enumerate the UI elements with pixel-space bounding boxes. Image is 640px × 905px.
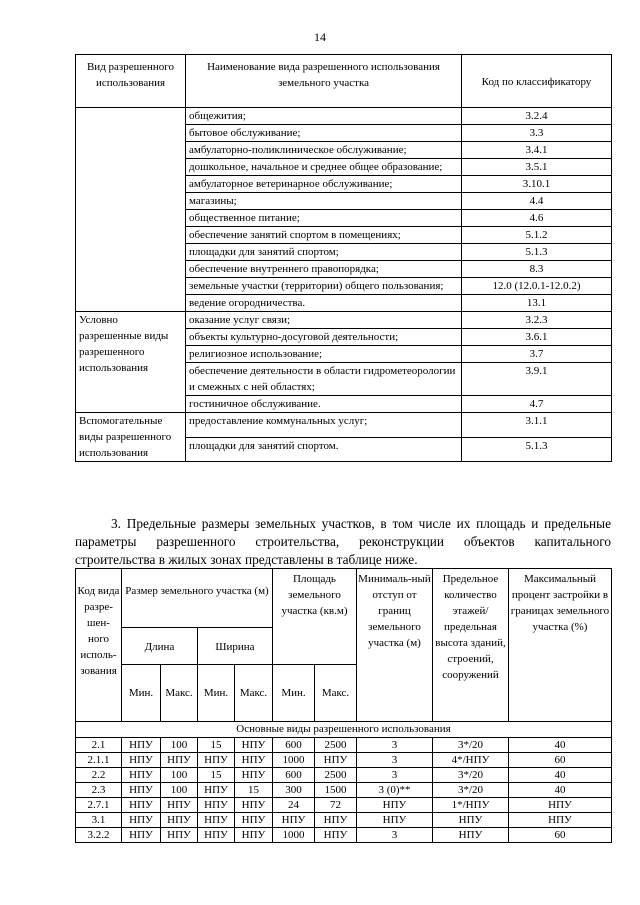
- header-row-1: [76, 569, 612, 628]
- table-row: [76, 413, 612, 438]
- classifier-code-cell: 3.9.1: [462, 363, 612, 396]
- use-name-cell: амбулаторно-поликлиническое обслуживание;: [186, 142, 462, 159]
- classifier-code-cell: 5.1.3: [462, 244, 612, 261]
- value-cell: НПУ: [161, 798, 198, 813]
- value-cell: НПУ: [122, 753, 161, 768]
- use-name-cell: площадки для занятий спортом;: [186, 244, 462, 261]
- classifier-code-cell: 3.2.4: [462, 108, 612, 125]
- value-cell: 15: [198, 738, 235, 753]
- classifier-code-cell: 4.7: [462, 396, 612, 413]
- classifier-code-cell: 3.1.1: [462, 413, 612, 438]
- value-cell: НПУ: [315, 813, 357, 828]
- classifier-code-cell: 5.1.2: [462, 227, 612, 244]
- classifier-code-cell: 3.6.1: [462, 329, 612, 346]
- classifier-code-cell: 8.3: [462, 261, 612, 278]
- use-name-cell: обеспечение деятельности в области гидрометеорологии и смежных с ней областях;: [186, 363, 462, 396]
- value-cell: 2500: [315, 768, 357, 783]
- header-size: Размер земельного участка (м): [122, 569, 273, 628]
- table-header-row: [76, 55, 612, 108]
- value-cell: НПУ: [198, 813, 235, 828]
- table-row: [76, 753, 612, 768]
- value-cell: 100: [161, 783, 198, 798]
- limits-paragraph: [75, 515, 611, 569]
- value-cell: 600: [273, 738, 315, 753]
- classifier-code-cell: 3.2.3: [462, 312, 612, 329]
- use-name-cell: гостиничное обслуживание.: [186, 396, 462, 413]
- use-name-cell: амбулаторное ветеринарное обслуживание;: [186, 176, 462, 193]
- classifier-code-cell: 5.1.3: [462, 437, 612, 462]
- value-cell: 4*/НПУ: [433, 753, 509, 768]
- classifier-code-cell: 12.0 (12.0.1-12.0.2): [462, 278, 612, 295]
- value-cell: НПУ: [433, 813, 509, 828]
- value-cell: 3: [357, 753, 433, 768]
- classifier-code-cell: 3.4.1: [462, 142, 612, 159]
- plot-limits-table: [75, 568, 612, 843]
- value-cell: 1500: [315, 783, 357, 798]
- table-row: [76, 828, 612, 843]
- value-cell: НПУ: [235, 798, 273, 813]
- use-code-cell: 2.2: [76, 768, 122, 783]
- value-cell: 3*/20: [433, 783, 509, 798]
- value-cell: 15: [235, 783, 273, 798]
- value-cell: 72: [315, 798, 357, 813]
- use-code-cell: 3.2.2: [76, 828, 122, 843]
- value-cell: НПУ: [122, 813, 161, 828]
- value-cell: 3*/20: [433, 738, 509, 753]
- header-area-max: Макс.: [315, 665, 357, 722]
- value-cell: НПУ: [357, 813, 433, 828]
- header-width: Ширина: [198, 628, 273, 665]
- value-cell: 15: [198, 768, 235, 783]
- value-cell: НПУ: [235, 738, 273, 753]
- value-cell: НПУ: [509, 813, 612, 828]
- use-name-cell: обеспечение занятий спортом в помещениях;: [186, 227, 462, 244]
- value-cell: 3 (0)**: [357, 783, 433, 798]
- paragraph-text: 3. Предельные размеры земельных участков, в том числе их площадь и предельные параметры разрешенного строительства, реконструкции объектов капитального строительства в жилых зонах представлены в таблице ниже.: [75, 516, 611, 567]
- classifier-code-cell: 13.1: [462, 295, 612, 312]
- classifier-code-cell: 3.10.1: [462, 176, 612, 193]
- header-length-max: Макс.: [161, 665, 198, 722]
- value-cell: 1*/НПУ: [433, 798, 509, 813]
- table-row: [76, 312, 612, 329]
- value-cell: НПУ: [198, 783, 235, 798]
- value-cell: 3*/20: [433, 768, 509, 783]
- value-cell: НПУ: [198, 828, 235, 843]
- header-area-min: Мин.: [273, 665, 315, 722]
- header-use-name: Наименование вида разрешенного использования земельного участка: [186, 55, 462, 108]
- use-code-cell: 2.7.1: [76, 798, 122, 813]
- use-name-cell: бытовое обслуживание;: [186, 125, 462, 142]
- use-code-cell: 2.1.1: [76, 753, 122, 768]
- classifier-code-cell: 3.7: [462, 346, 612, 363]
- value-cell: НПУ: [509, 798, 612, 813]
- header-width-min: Мин.: [198, 665, 235, 722]
- value-cell: НПУ: [433, 828, 509, 843]
- use-name-cell: общественное питание;: [186, 210, 462, 227]
- header-use-type: Вид разрешенного использования: [76, 55, 186, 108]
- header-coverage: Максимальный процент застройки в границах земельного участка (%): [509, 569, 612, 722]
- value-cell: 24: [273, 798, 315, 813]
- value-cell: 300: [273, 783, 315, 798]
- use-name-cell: магазины;: [186, 193, 462, 210]
- section-title: Основные виды разрешенного использования: [76, 722, 612, 738]
- header-classifier-code: Код по классификатору: [462, 55, 612, 108]
- value-cell: НПУ: [161, 813, 198, 828]
- header-floors: Предельное количество этажей/ предельная высота зданий, строений, сооружений: [433, 569, 509, 722]
- use-name-cell: дошкольное, начальное и среднее общее образование;: [186, 159, 462, 176]
- classifier-code-cell: 3.3: [462, 125, 612, 142]
- value-cell: НПУ: [122, 828, 161, 843]
- use-group-label: Условно разрешенные виды разрешенного использования: [76, 312, 186, 413]
- value-cell: 3: [357, 738, 433, 753]
- use-code-cell: 2.1: [76, 738, 122, 753]
- value-cell: 2500: [315, 738, 357, 753]
- use-name-cell: религиозное использование;: [186, 346, 462, 363]
- use-code-cell: 2.3: [76, 783, 122, 798]
- value-cell: 1000: [273, 753, 315, 768]
- header-length: Длина: [122, 628, 198, 665]
- table-row: [76, 738, 612, 753]
- table-row: [76, 108, 612, 125]
- use-name-cell: общежития;: [186, 108, 462, 125]
- value-cell: НПУ: [357, 798, 433, 813]
- use-name-cell: объекты культурно-досуговой деятельности;: [186, 329, 462, 346]
- section-row: [76, 722, 612, 738]
- classifier-code-cell: 3.5.1: [462, 159, 612, 176]
- value-cell: 40: [509, 783, 612, 798]
- value-cell: 3: [357, 828, 433, 843]
- table-row: [76, 798, 612, 813]
- value-cell: НПУ: [122, 798, 161, 813]
- value-cell: НПУ: [315, 828, 357, 843]
- value-cell: 60: [509, 753, 612, 768]
- value-cell: 100: [161, 768, 198, 783]
- value-cell: 1000: [273, 828, 315, 843]
- value-cell: НПУ: [315, 753, 357, 768]
- permitted-use-table: [75, 54, 612, 462]
- use-code-cell: 3.1: [76, 813, 122, 828]
- classifier-code-cell: 4.4: [462, 193, 612, 210]
- value-cell: 600: [273, 768, 315, 783]
- value-cell: НПУ: [273, 813, 315, 828]
- use-name-cell: предоставление коммунальных услуг;: [186, 413, 462, 438]
- value-cell: НПУ: [122, 738, 161, 753]
- use-name-cell: ведение огородничества.: [186, 295, 462, 312]
- value-cell: НПУ: [235, 813, 273, 828]
- value-cell: НПУ: [198, 753, 235, 768]
- value-cell: 40: [509, 768, 612, 783]
- header-width-max: Макс.: [235, 665, 273, 722]
- value-cell: НПУ: [161, 753, 198, 768]
- table-row: [76, 768, 612, 783]
- value-cell: НПУ: [235, 828, 273, 843]
- value-cell: НПУ: [122, 783, 161, 798]
- use-name-cell: площадки для занятий спортом.: [186, 437, 462, 462]
- value-cell: НПУ: [235, 768, 273, 783]
- value-cell: НПУ: [235, 753, 273, 768]
- table-row: [76, 813, 612, 828]
- page-number: 14: [314, 30, 326, 44]
- classifier-code-cell: 4.6: [462, 210, 612, 227]
- table-row: [76, 783, 612, 798]
- value-cell: НПУ: [198, 798, 235, 813]
- header-code: Код вида разре-шен-ного исполь-зования: [76, 569, 122, 722]
- value-cell: НПУ: [161, 828, 198, 843]
- use-name-cell: оказание услуг связи;: [186, 312, 462, 329]
- header-length-min: Мин.: [122, 665, 161, 722]
- use-name-cell: обеспечение внутреннего правопорядка;: [186, 261, 462, 278]
- use-name-cell: земельные участки (территории) общего пользования;: [186, 278, 462, 295]
- header-area: Площадь земельного участка (кв.м): [273, 569, 357, 665]
- use-group-label: [76, 108, 186, 312]
- value-cell: 3: [357, 768, 433, 783]
- value-cell: 40: [509, 738, 612, 753]
- value-cell: 60: [509, 828, 612, 843]
- value-cell: НПУ: [122, 768, 161, 783]
- value-cell: 100: [161, 738, 198, 753]
- header-setback: Минималь-ный отступ от границ земельного участка (м): [357, 569, 433, 722]
- use-group-label: Вспомогательные виды разрешенного использования: [76, 413, 186, 462]
